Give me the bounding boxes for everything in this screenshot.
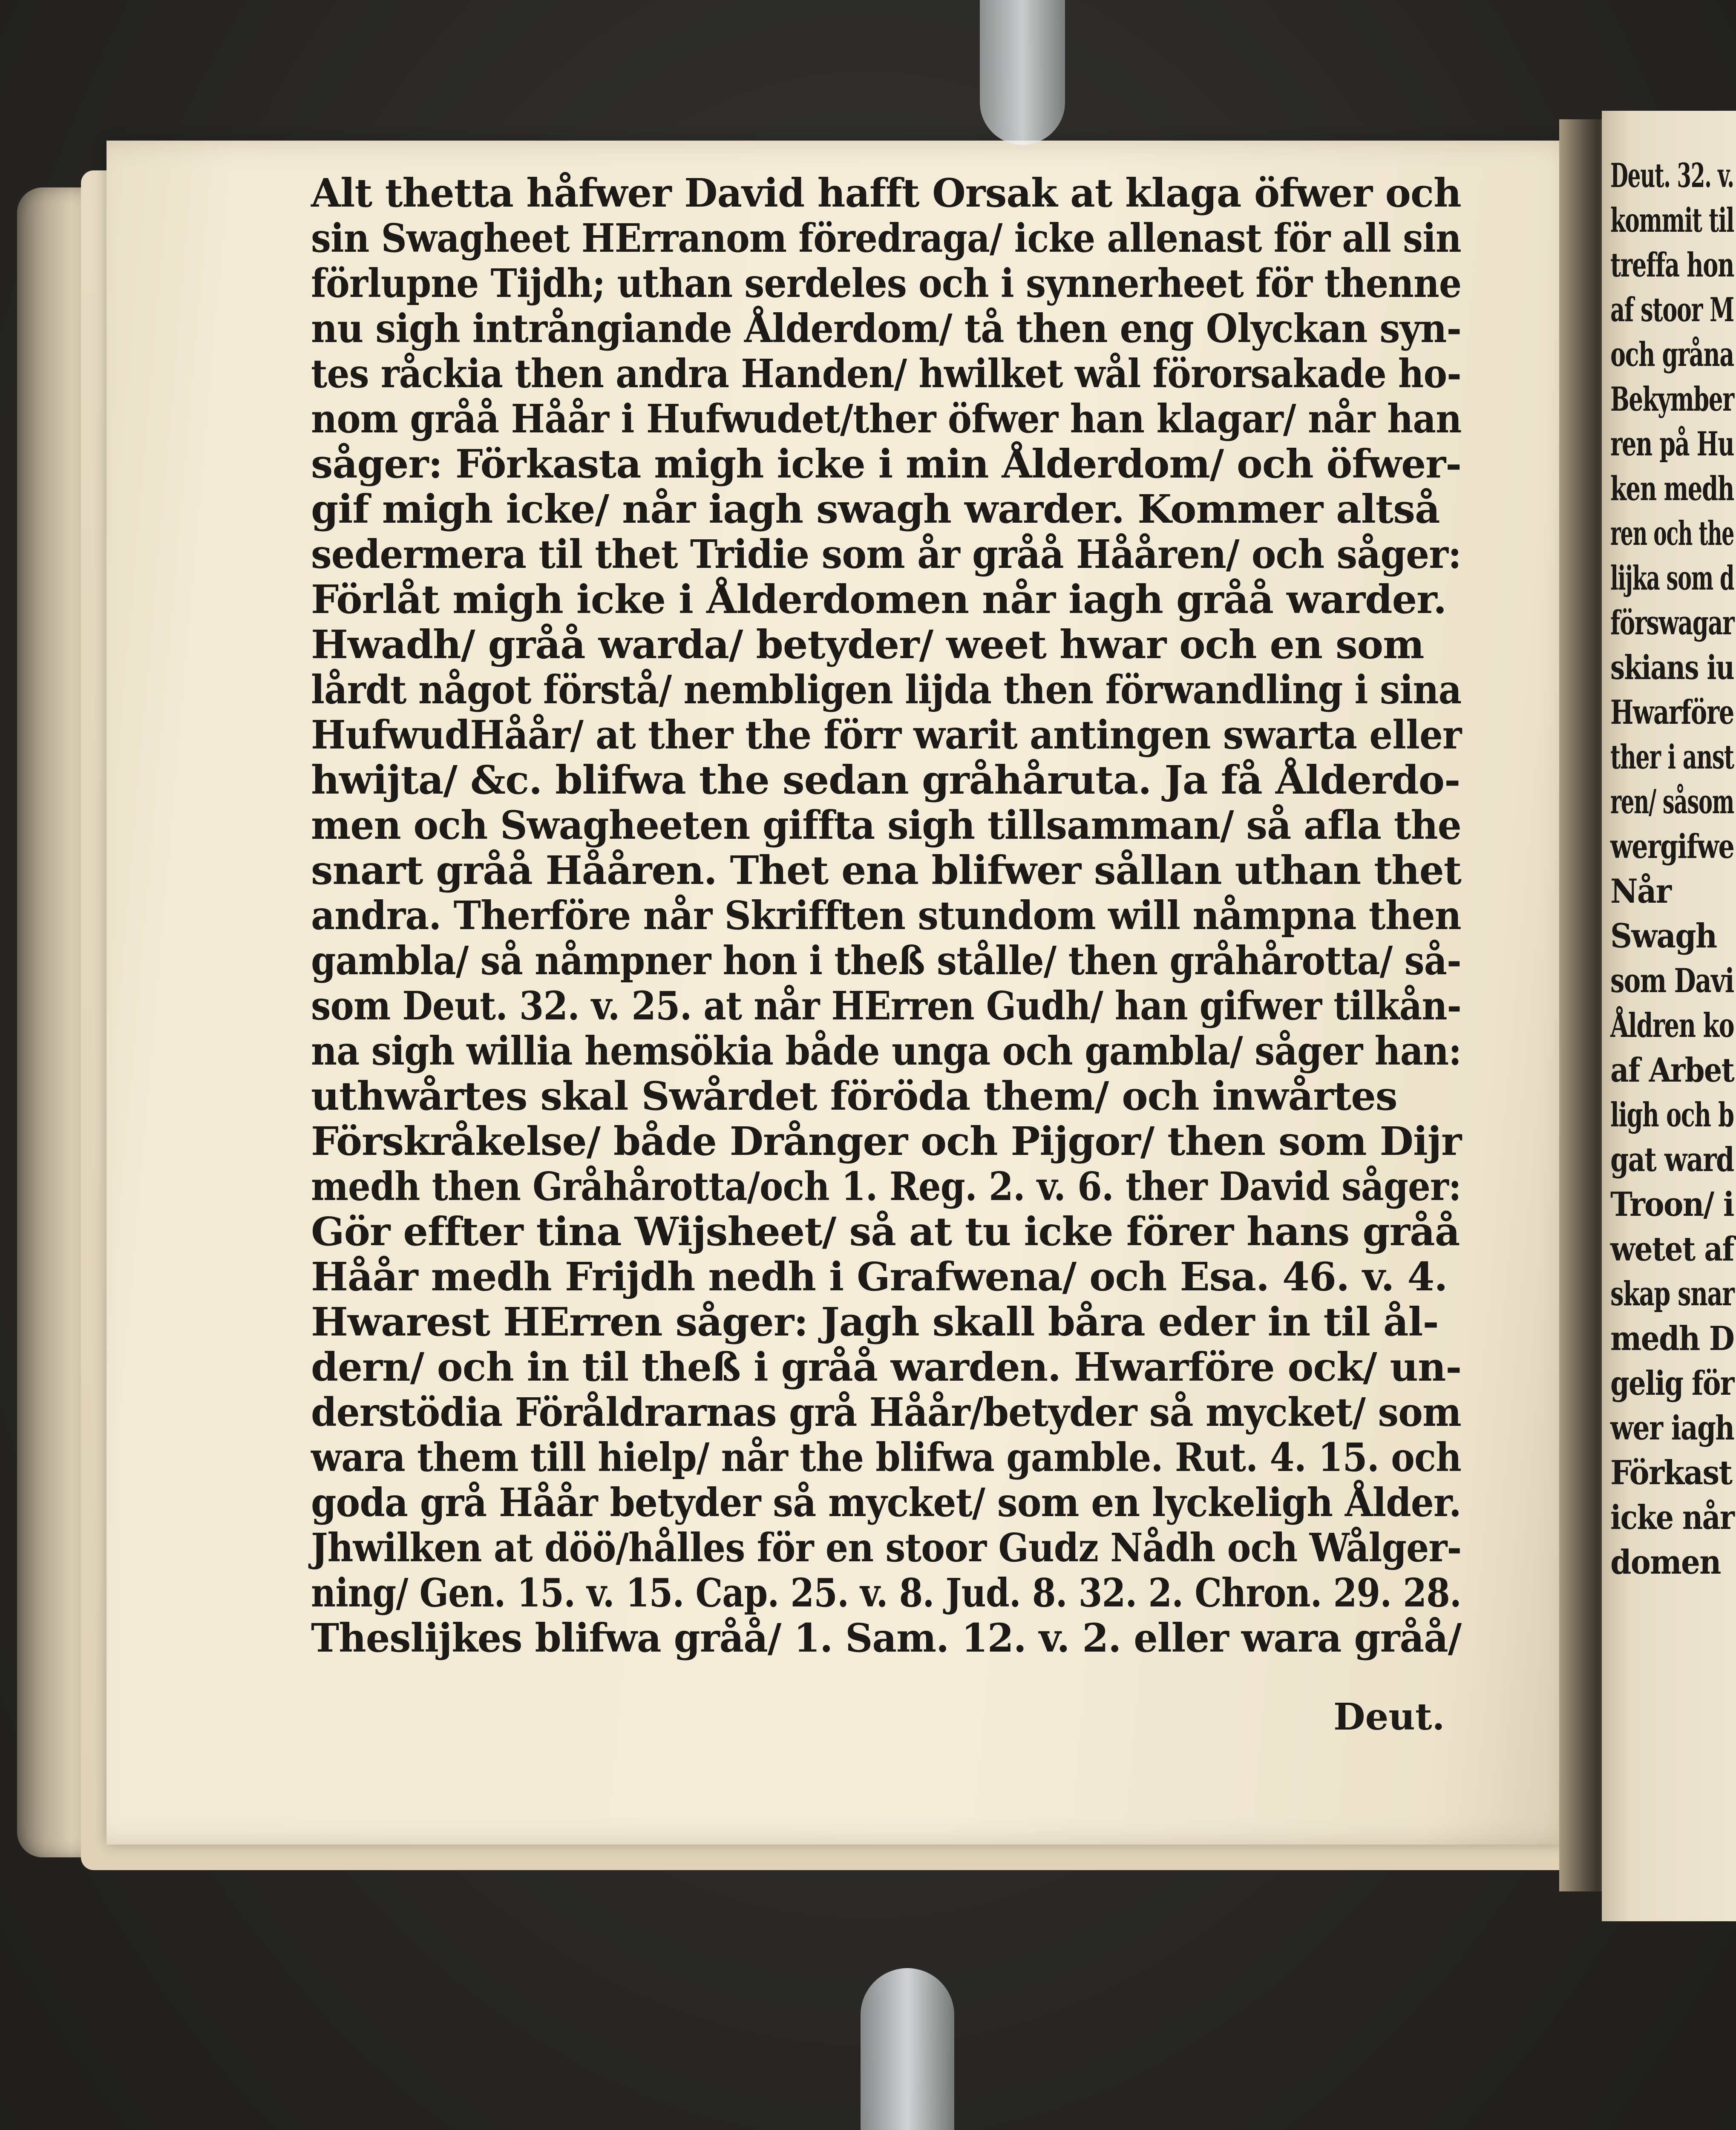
- text-line: Förskråkelse/ både Drånger och Pijgor/ then som Dijr: [311, 1118, 1462, 1164]
- facing-text-line: ren på Hu: [1610, 425, 1734, 463]
- text-line: men och Swagheeten giffta sigh tillsamman/ så afla the: [311, 802, 1461, 848]
- facing-text-line: ken medh: [1610, 469, 1734, 508]
- text-line: nom gråå Håår i Hufwudet/ther öfwer han klagar/ når han: [311, 396, 1462, 442]
- text-line: sedermera til thet Tridie som år gråå Hååren/ och såger:: [311, 531, 1461, 577]
- facing-text-line: ther i anst: [1610, 738, 1734, 777]
- facing-text-line: gat ward: [1610, 1140, 1734, 1179]
- text-line: HufwudHåår/ at ther the förr warit antingen swarta eller: [311, 712, 1462, 758]
- facing-text-line: domen: [1610, 1543, 1721, 1582]
- text-line: nu sigh intrångiande Ålderdom/ tå then eng Olyckan syn-: [311, 305, 1462, 351]
- bottom-page-clip: [861, 1968, 954, 2130]
- text-line: Theslijkes blifwa gråå/ 1. Sam. 12. v. 2. eller wara gråå/: [311, 1615, 1462, 1661]
- text-line: medh then Gråhårotta/och 1. Reg. 2. v. 6. ther David såger:: [311, 1163, 1461, 1209]
- text-line: som Deut. 32. v. 25. at når HErren Gudh/ han gifwer tilkån-: [311, 983, 1461, 1029]
- facing-text-line: förswagar: [1610, 604, 1734, 642]
- text-line: gif migh icke/ når iagh swagh warder. Kommer altså: [311, 486, 1440, 532]
- text-line: Alt thetta håfwer David hafft Orsak at klaga öfwer och: [311, 170, 1461, 216]
- facing-text-line: skap snar: [1610, 1275, 1734, 1313]
- text-line: Jhwilken at döö/hålles för en stoor Gudz Nådh och Wålger-: [311, 1525, 1462, 1571]
- text-line: Gör effter tina Wijsheet/ så at tu icke förer hans gråå: [311, 1209, 1460, 1255]
- text-line: snart gråå Hååren. Thet ena blifwer sållan uthan thet: [311, 847, 1461, 893]
- facing-text-line: Hwarföre: [1610, 693, 1734, 732]
- text-line: gambla/ så nåmpner hon i theß stålle/ then gråhårotta/ så-: [311, 938, 1461, 984]
- text-line: derstödia Föråldrarnas grå Håår/betyder så mycket/ som: [311, 1389, 1461, 1435]
- text-line: hwijta/ &c. blifwa the sedan gråhåruta. Ja få Ålderdo-: [311, 757, 1460, 803]
- facing-text-line: Förkast: [1610, 1454, 1732, 1492]
- text-line: förlupne Tijdh; uthan serdeles och i synnerheet för thenne: [311, 260, 1462, 306]
- facing-text-line: Åldren ko: [1610, 1006, 1734, 1045]
- text-line: goda grå Håår betyder så mycket/ som en lyckeligh Ålder.: [311, 1479, 1461, 1526]
- facing-text-line: medh D: [1610, 1319, 1734, 1358]
- facing-text-line: Swagh: [1610, 917, 1717, 956]
- catchword: Deut.: [1333, 1695, 1445, 1739]
- text-line: lårdt något förstå/ nembligen lijda then förwandling i sina: [311, 667, 1462, 713]
- text-line: såger: Förkasta migh icke i min Ålderdom/ och öfwer-: [311, 441, 1462, 487]
- main-text-block: [311, 170, 1461, 1661]
- text-line: sin Swagheet HErranom föredraga/ icke allenast för all sin: [311, 215, 1461, 261]
- facing-text-line: och gråna: [1610, 335, 1734, 374]
- facing-text-line: kommit til: [1610, 201, 1734, 240]
- text-line: dern/ och in til theß i gråå warden. Hwarföre ock/ un-: [311, 1344, 1462, 1390]
- facing-text-line: ren/ såsom: [1610, 783, 1734, 821]
- facing-text-line: lijka som d: [1610, 559, 1734, 598]
- text-line: Hwarest HErren såger: Jagh skall båra eder in til ål-: [311, 1299, 1439, 1345]
- facing-text-line: treffa hon: [1610, 246, 1734, 285]
- facing-text-line: af stoor M: [1610, 291, 1734, 329]
- facing-text-line: Troon/ i: [1610, 1185, 1734, 1224]
- facing-text-line: af Arbet: [1610, 1051, 1734, 1090]
- text-line: Hwadh/ gråå warda/ betyder/ weet hwar och en som: [311, 622, 1424, 668]
- text-line: uthwårtes skal Swårdet föröda them/ och inwårtes: [311, 1073, 1397, 1119]
- text-line: ning/ Gen. 15. v. 15. Cap. 25. v. 8. Jud. 8. 32. 2. Chron. 29. 28.: [311, 1570, 1461, 1616]
- facing-text-line: Deut. 32. v.: [1610, 156, 1734, 195]
- facing-text-line: Bekymber: [1610, 380, 1734, 419]
- facing-text-line: som Davi: [1610, 961, 1734, 1000]
- facing-text-line: ligh och b: [1610, 1096, 1734, 1134]
- facing-text-line: icke når: [1610, 1498, 1734, 1537]
- text-line: andra. Therföre når Skrifften stundom will nåmpna then: [311, 892, 1461, 938]
- facing-text-line: skians iu: [1610, 648, 1734, 687]
- facing-text-line: wetet af: [1610, 1230, 1734, 1269]
- top-page-clip: [980, 0, 1065, 145]
- text-line: Håår medh Frijdh nedh i Grafwena/ och Esa. 46. v. 4.: [311, 1254, 1448, 1300]
- facing-page-text: [1610, 153, 1736, 1585]
- facing-text-line: wer iagh: [1610, 1409, 1734, 1448]
- text-line: Förlåt migh icke i Ålderdomen når iagh gråå warder.: [311, 576, 1447, 622]
- text-line: wara them till hielp/ når the blifwa gamble. Rut. 4. 15. och: [311, 1434, 1461, 1480]
- facing-text-line: Når: [1610, 872, 1671, 911]
- text-line: na sigh willia hemsökia både unga och gambla/ såger han:: [311, 1028, 1462, 1074]
- text-line: tes råckia then andra Handen/ hwilket wål förorsakade ho-: [311, 351, 1461, 397]
- facing-text-line: gelig för: [1610, 1364, 1734, 1403]
- facing-text-line: ren och the: [1610, 514, 1734, 553]
- facing-text-line: wergifwe: [1610, 827, 1734, 866]
